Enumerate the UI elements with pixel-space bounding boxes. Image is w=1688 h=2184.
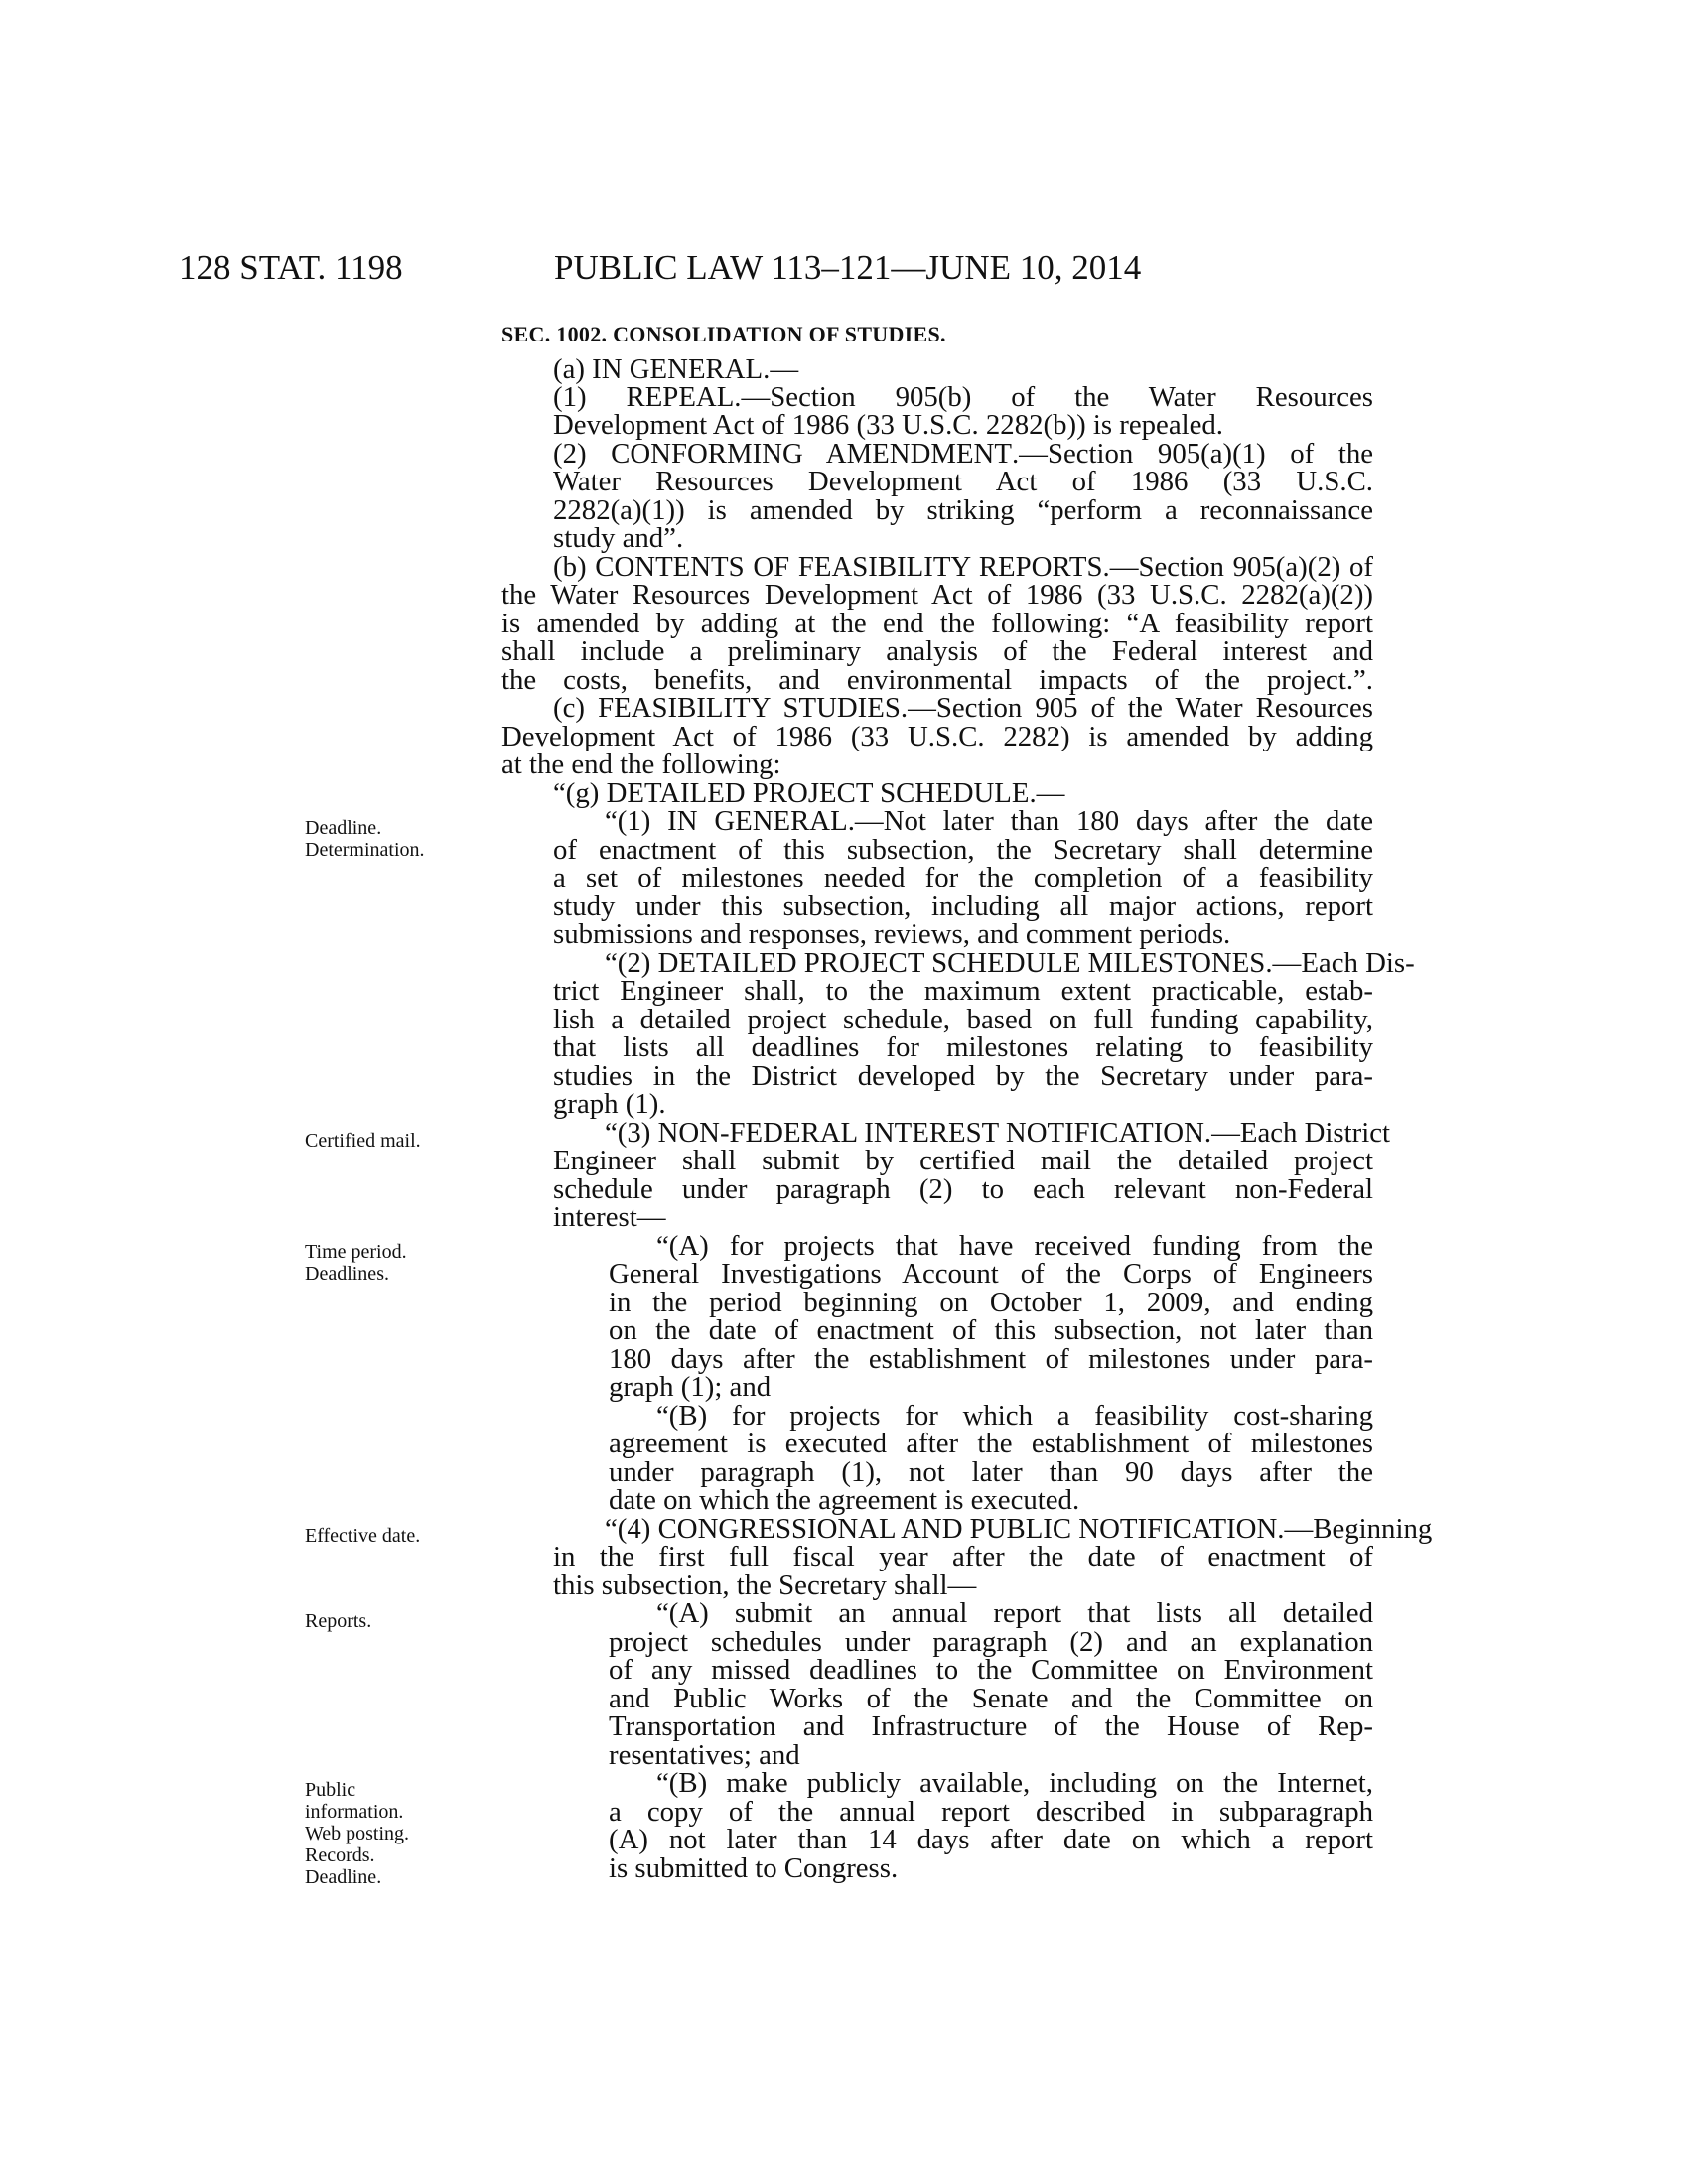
text-line: (2) CONFORMING AMENDMENT.—Section 905(a)(1) of the (553, 438, 1373, 470)
text-line: graph (1). (553, 1088, 666, 1120)
text-line: in the first full fiscal year after the date of enactment of (553, 1541, 1373, 1572)
text-line: “(4) CONGRESSIONAL AND PUBLIC NOTIFICATION.—Beginning (605, 1513, 1433, 1545)
margin-note: Certified mail. (305, 1130, 421, 1152)
text-line: and Public Works of the Senate and the Committee on (609, 1683, 1373, 1714)
text-line: lish a detailed project schedule, based on full funding capability, (553, 1004, 1373, 1035)
text-line: the Water Resources Development Act of 1986 (33 U.S.C. 2282(a)(2)) (501, 579, 1373, 611)
text-line: “(B) make publicly available, including on the Internet, (656, 1767, 1373, 1799)
text-line: of any missed deadlines to the Committee on Environment (609, 1654, 1373, 1686)
text-line: (c) FEASIBILITY STUDIES.—Section 905 of the Water Resources (553, 692, 1374, 724)
text-line: “(A) for projects that have received funding from the (656, 1230, 1373, 1262)
text-line: the costs, benefits, and environmental impacts of the project.”. (501, 664, 1373, 696)
text-line: studies in the District developed by the Secretary under para- (553, 1060, 1373, 1092)
text-line: agreement is executed after the establishment of milestones (609, 1428, 1373, 1459)
text-line: submissions and responses, reviews, and comment periods. (553, 918, 1231, 950)
text-line: Engineer shall submit by certified mail the detailed project (553, 1145, 1373, 1176)
text-line: “(A) submit an annual report that lists all detailed (656, 1597, 1373, 1629)
text-line: this subsection, the Secretary shall— (553, 1570, 977, 1601)
text-line: “(B) for projects for which a feasibility cost-sharing (656, 1400, 1373, 1432)
text-line: Water Resources Development Act of 1986 (33 U.S.C. (553, 466, 1373, 497)
text-line: study under this subsection, including all major actions, report (553, 890, 1373, 922)
text-line: shall include a preliminary analysis of the Federal interest and (501, 635, 1373, 667)
margin-note: Public information. Web posting. Records. Deadline. (305, 1779, 410, 1888)
text-line: “(3) NON-FEDERAL INTEREST NOTIFICATION.—Each District (605, 1117, 1390, 1149)
text-line: resentatives; and (609, 1739, 800, 1771)
margin-note: Effective date. (305, 1525, 421, 1547)
text-line: 2282(a)(1)) is amended by striking “perform a reconnaissance (553, 494, 1373, 526)
text-line: at the end the following: (501, 749, 781, 780)
text-line: graph (1); and (609, 1371, 772, 1403)
text-line: “(g) DETAILED PROJECT SCHEDULE.— (553, 777, 1065, 809)
section-heading: SEC. 1002. CONSOLIDATION OF STUDIES. (501, 322, 946, 346)
text-line: in the period beginning on October 1, 2009, and ending (609, 1287, 1373, 1318)
text-line: is submitted to Congress. (609, 1852, 899, 1884)
text-line: a copy of the annual report described in subparagraph (609, 1796, 1373, 1828)
text-line: Development Act of 1986 (33 U.S.C. 2282(b)) is repealed. (553, 409, 1223, 441)
text-line: (1) REPEAL.—Section 905(b) of the Water Resources (553, 381, 1374, 413)
text-line: study and”. (553, 522, 684, 554)
law-title: PUBLIC LAW 113–121—JUNE 10, 2014 (554, 248, 1142, 287)
text-line: date on which the agreement is executed. (609, 1484, 1080, 1516)
text-line: a set of milestones needed for the completion of a feasibility (553, 862, 1373, 893)
text-line: that lists all deadlines for milestones relating to feasibility (553, 1031, 1373, 1063)
margin-note: Time period. Deadlines. (305, 1241, 407, 1285)
text-line: (b) CONTENTS OF FEASIBILITY REPORTS.—Section 905(a)(2) of (553, 551, 1373, 583)
text-line: under paragraph (1), not later than 90 days after the (609, 1456, 1373, 1488)
text-line: interest— (553, 1201, 666, 1233)
margin-note: Reports. (305, 1610, 372, 1632)
text-line: Transportation and Infrastructure of the House of Rep- (609, 1710, 1373, 1742)
text-line: schedule under paragraph (2) to each relevant non-Federal (553, 1173, 1373, 1205)
text-line: on the date of enactment of this subsection, not later than (609, 1314, 1373, 1346)
stat-citation: 128 STAT. 1198 (179, 248, 403, 287)
text-line: (A) not later than 14 days after date on which a report (609, 1824, 1373, 1855)
margin-note: Deadline. Determination. (305, 817, 425, 861)
text-line: “(2) DETAILED PROJECT SCHEDULE MILESTONES.—Each Dis- (605, 947, 1415, 979)
text-line: Development Act of 1986 (33 U.S.C. 2282) is amended by adding (501, 721, 1373, 752)
text-line: 180 days after the establishment of milestones under para- (609, 1343, 1373, 1375)
text-line: trict Engineer shall, to the maximum extent practicable, estab- (553, 975, 1373, 1007)
text-line: project schedules under paragraph (2) and an explanation (609, 1626, 1373, 1658)
text-line: is amended by adding at the end the following: “A feasibility report (501, 608, 1373, 639)
text-line: General Investigations Account of the Corps of Engineers (609, 1258, 1373, 1290)
text-line: of enactment of this subsection, the Secretary shall determine (553, 834, 1373, 866)
text-line: “(1) IN GENERAL.—Not later than 180 days after the date (605, 805, 1374, 837)
text-line: (a) IN GENERAL.— (553, 353, 799, 385)
